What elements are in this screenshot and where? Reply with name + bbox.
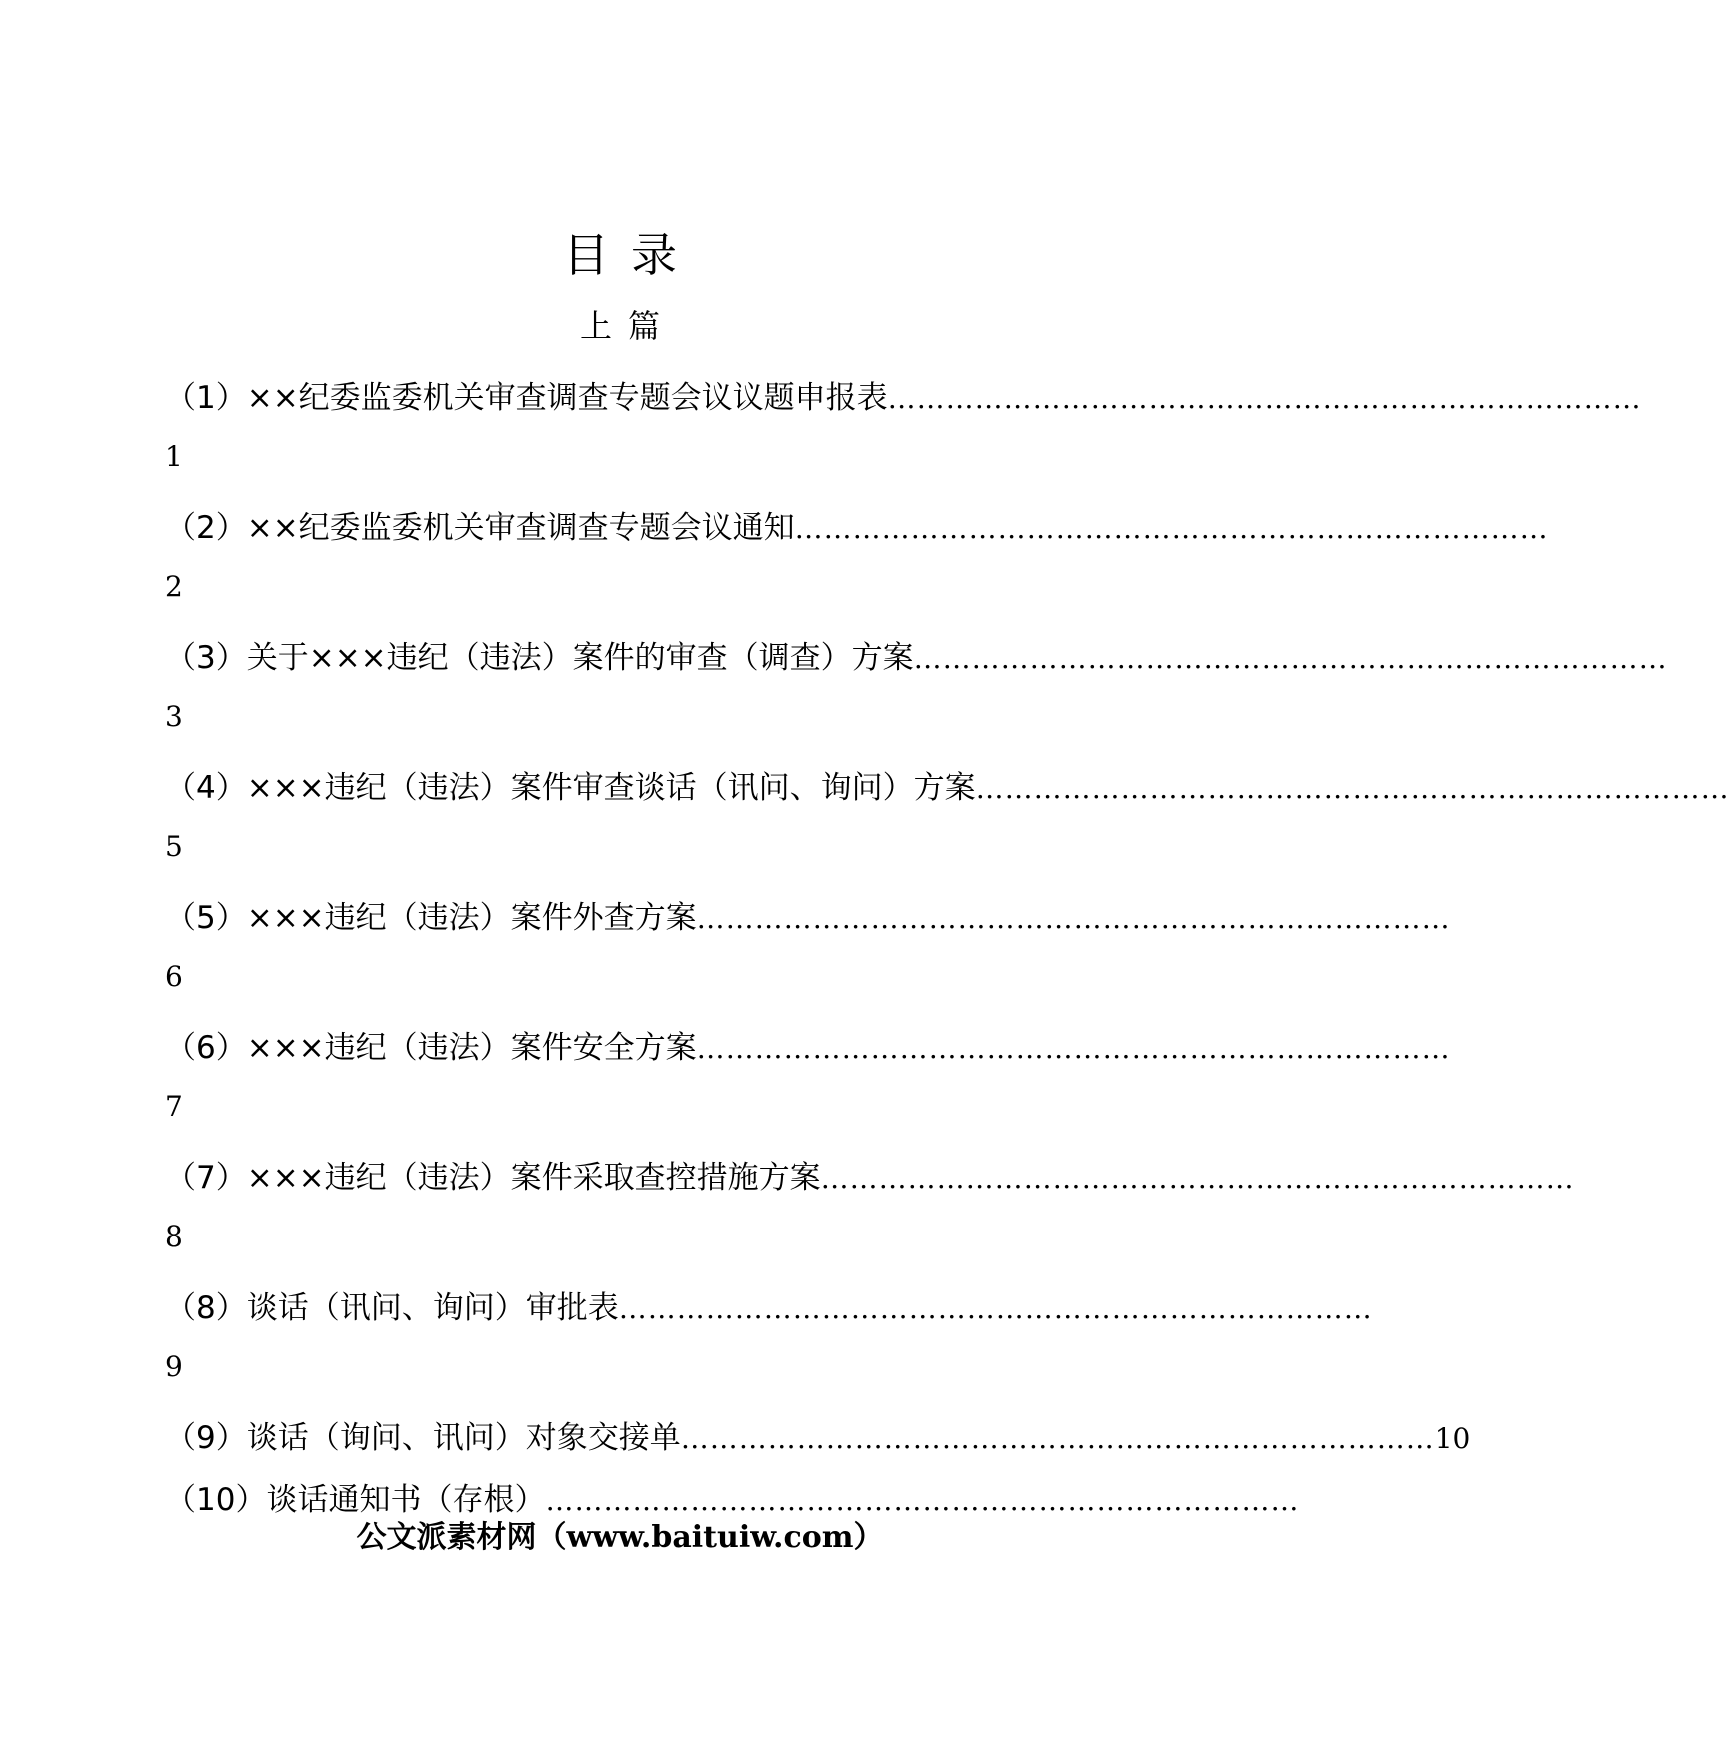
- page-title: 目录: [563, 228, 699, 282]
- toc-entry-label: （10）谈话通知书（存根）: [165, 1482, 546, 1518]
- leader-dots: ……………………………………………………………………: [975, 772, 1730, 805]
- toc-entry-label: （7）×××违纪（违法）案件采取查控措施方案: [165, 1160, 821, 1196]
- toc-entry-label: （8）谈话（讯问、询问）审批表: [165, 1290, 619, 1326]
- toc-entry-label: （3）关于×××违纪（违法）案件的审查（调查）方案: [165, 640, 914, 676]
- toc-entry-label: （4）×××违纪（违法）案件审查谈话（讯问、询问）方案: [165, 770, 976, 806]
- toc-entry-page: 3: [165, 700, 183, 733]
- leader-dots: ……………………………………………………………………: [696, 902, 1451, 935]
- toc-entry-label: （2）××纪委监委机关审查调查专题会议通知: [165, 510, 795, 546]
- toc-entry[interactable]: [165, 892, 1451, 1022]
- toc-entry[interactable]: [165, 632, 1668, 762]
- section-heading: 上篇: [579, 307, 676, 345]
- toc-entry-page: 7: [165, 1090, 183, 1123]
- toc-entry-page: 2: [165, 570, 183, 603]
- toc-entry[interactable]: [165, 1152, 1575, 1282]
- toc-entry[interactable]: [165, 1022, 1451, 1152]
- leader-dots: ……………………………………………………………………: [913, 642, 1668, 675]
- toc-entry-page: 5: [165, 830, 183, 863]
- leader-dots: ……………………………………………………………………: [887, 382, 1642, 415]
- toc-entry-label: （1）××纪委监委机关审查调查专题会议议题申报表: [165, 380, 888, 416]
- toc-entry-page: 10: [1434, 1422, 1471, 1455]
- table-of-contents: [165, 372, 1730, 1536]
- toc-entry[interactable]: [165, 762, 1730, 892]
- toc-entry-page: 6: [165, 960, 183, 993]
- toc-entry-label: （6）×××违纪（违法）案件安全方案: [165, 1030, 697, 1066]
- leader-dots: ……………………………………………………………………: [820, 1162, 1575, 1195]
- toc-entry-page: 8: [165, 1220, 183, 1253]
- leader-dots: ……………………………………………………………………: [545, 1484, 1300, 1517]
- toc-entry-page: 9: [165, 1350, 183, 1383]
- toc-entry-label: （9）谈话（询问、讯问）对象交接单: [165, 1420, 681, 1456]
- toc-entry[interactable]: [165, 502, 1549, 632]
- leader-dots: ……………………………………………………………………: [680, 1422, 1435, 1455]
- toc-entry[interactable]: [165, 372, 1642, 502]
- leader-dots: ……………………………………………………………………: [794, 512, 1549, 545]
- toc-entry[interactable]: [165, 1412, 1471, 1474]
- leader-dots: ……………………………………………………………………: [696, 1032, 1451, 1065]
- footer-source: 公文派素材网（www.baituiw.com）: [356, 1520, 884, 1555]
- toc-entry-page: 1: [165, 440, 183, 473]
- toc-entry-label: （5）×××违纪（违法）案件外查方案: [165, 900, 697, 936]
- leader-dots: ……………………………………………………………………: [618, 1292, 1373, 1325]
- toc-entry[interactable]: [165, 1282, 1373, 1412]
